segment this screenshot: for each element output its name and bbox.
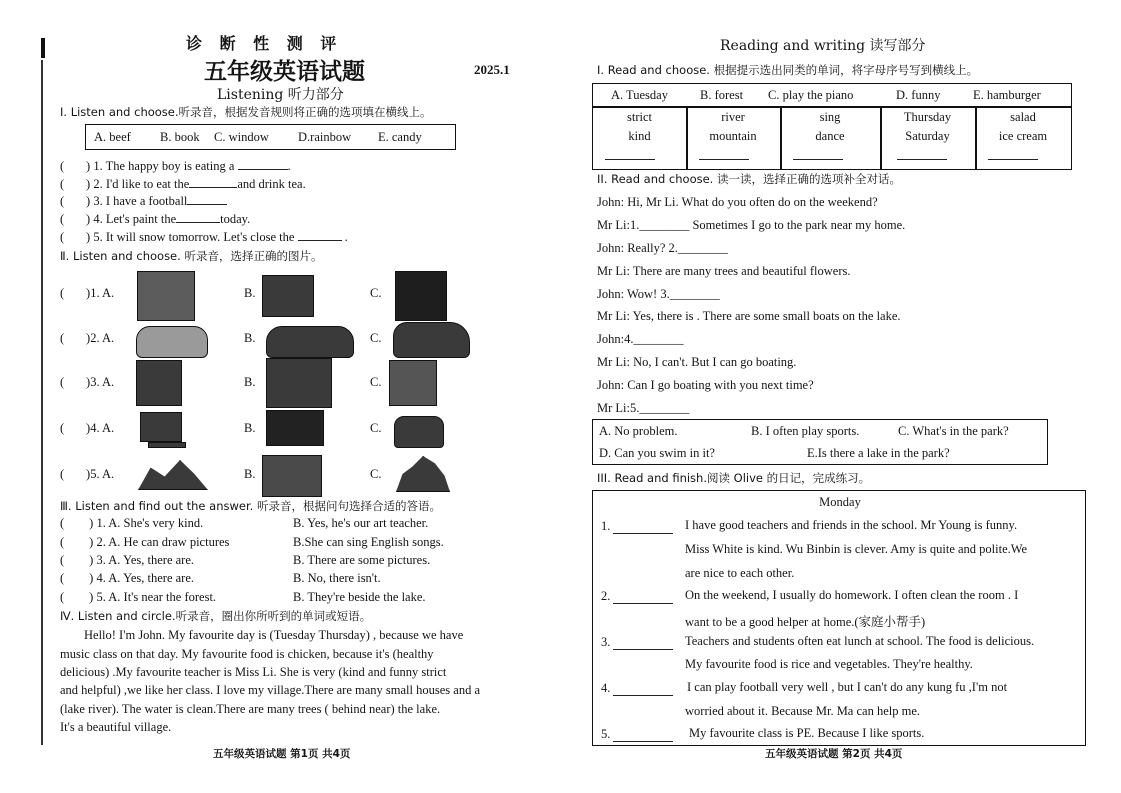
diary-title: Monday	[819, 495, 861, 509]
answer-line[interactable]	[988, 159, 1038, 160]
passage-line: and helpful) ,we like her class. I love my village.There are many small houses and a	[60, 683, 480, 697]
option-d: D. Can you swim in it?	[599, 446, 715, 460]
label-c: C.	[370, 467, 382, 481]
landscape-icon[interactable]	[262, 455, 322, 497]
dialog-line: Mr Li: Yes, there is . There are some small boats on the lake.	[597, 309, 901, 323]
entry-line: On the weekend, I usually do homework. I often clean the room . I	[685, 588, 1019, 602]
entry-number: 1.	[601, 519, 611, 533]
option-e: E.Is there a lake in the park?	[807, 446, 950, 460]
diary-box	[592, 490, 1086, 746]
label-b: B.	[244, 375, 256, 389]
rocky-hill-icon[interactable]	[396, 456, 450, 492]
row-number: ( )2. A.	[60, 331, 115, 345]
r-part2-instruction: II. Read and choose. 读一读，选择正确的选项补全对话。	[597, 172, 901, 186]
entry-line: Miss White is kind. Wu Binbin is clever. Amy is quite and polite.We	[685, 542, 1028, 556]
item-text: 2. I'd like to eat the	[93, 177, 190, 191]
entry-number: 2.	[601, 589, 611, 603]
list-item: ( ) 1. The happy boy is eating a .	[60, 159, 291, 173]
row-number: ( )3. A.	[60, 375, 115, 389]
label-c: C.	[370, 375, 382, 389]
passage-line: (lake river). The water is clean.There are many trees ( behind near) the lake.	[60, 702, 441, 716]
label-b: B.	[244, 331, 256, 345]
answer-line[interactable]	[699, 159, 749, 160]
list-item: ( ) 2. A. He can draw pictures	[60, 535, 230, 549]
part1-options-box	[85, 124, 456, 150]
passage-line: delicious) .My favourite teacher is Miss Li. She is very (kind and funny strict	[60, 665, 447, 679]
person-portrait-icon[interactable]	[136, 360, 182, 406]
dialog-line: Mr Li:5.________	[597, 401, 690, 415]
list-item: ( ) 4. A. Yes, there are.	[60, 571, 195, 585]
option-a: A. No problem.	[599, 424, 678, 438]
item-text-end: .	[344, 230, 348, 244]
list-item: ( ) 5. It will snow tomorrow. Let's close the .	[60, 230, 348, 244]
answer-blank[interactable]	[298, 230, 342, 241]
table-header: B. forest	[700, 88, 744, 102]
option-c: C. window	[214, 130, 269, 144]
item-text-end: .	[287, 159, 291, 173]
table-cell: river mountain	[709, 110, 757, 143]
answer-line[interactable]	[897, 159, 947, 160]
table-header: C. play the piano	[768, 88, 854, 102]
reading-section-title: Reading and writing 读写部分	[720, 38, 926, 54]
label-b: B.	[244, 286, 256, 300]
row-number: ( )5. A.	[60, 467, 115, 481]
vegetables-fish-icon[interactable]	[393, 322, 470, 358]
label-b: B.	[244, 467, 256, 481]
answer-line[interactable]	[613, 695, 673, 696]
answer-b: B.She can sing English songs.	[293, 535, 444, 549]
answer-blank[interactable]	[187, 194, 227, 205]
binding-mark	[41, 38, 45, 58]
part3-instruction: Ⅲ. Listen and find out the answer. 听录音，根据问句选择合适的答语。	[60, 499, 441, 513]
item-text-end: and drink tea.	[237, 177, 306, 191]
answer-line[interactable]	[613, 649, 673, 650]
list-item: ( ) 5. A. It's near the forest.	[60, 590, 217, 604]
table-cell: strict kind	[627, 110, 652, 143]
teacher-writing-icon[interactable]	[262, 275, 314, 317]
list-item: ( ) 2. I'd like to eat the and drink tea.	[60, 177, 306, 191]
entry-number: 4.	[601, 681, 611, 695]
child-icon[interactable]	[389, 360, 437, 406]
dialog-line: Mr Li:1.________ Sometimes I go to the park near my home.	[597, 218, 906, 232]
entry-line: want to be a good helper at home.(家庭小帮手)	[685, 615, 926, 629]
table-cell: sing dance	[815, 110, 845, 143]
page-footer-right: 五年级英语试题 第2页 共4页	[765, 748, 903, 760]
label-c: C.	[370, 286, 382, 300]
item-text: 3. I have a football	[93, 194, 188, 208]
passage-line: It's a beautiful village.	[60, 720, 172, 734]
passage-line: music class on that day. My favourite food is chicken, because it's (healthy	[60, 647, 434, 661]
dialog-line: John: Really? 2.________	[597, 241, 728, 255]
option-a: A. beef	[94, 130, 131, 144]
option-b: B. book	[160, 130, 200, 144]
turkey-bread-icon[interactable]	[266, 326, 354, 358]
table-header: A. Tuesday	[611, 88, 668, 102]
table-header: D. funny	[896, 88, 941, 102]
answer-b: B. They're beside the lake.	[293, 590, 426, 604]
row-number: ( )1. A.	[60, 286, 115, 300]
entry-line: Teachers and students often eat lunch at school. The food is delicious.	[685, 634, 1035, 648]
answer-b: B. No, there isn't.	[293, 571, 381, 585]
entry-line: worried about it. Because Mr. Ma can help me.	[685, 704, 920, 718]
dialog-line: John: Hi, Mr Li. What do you often do on the weekend?	[597, 195, 878, 209]
dialog-line: John:4.________	[597, 332, 684, 346]
table-header: E. hamburger	[973, 88, 1041, 102]
option-b: B. I often play sports.	[751, 424, 860, 438]
answer-line[interactable]	[793, 159, 843, 160]
label-c: C.	[370, 421, 382, 435]
entry-number: 5.	[601, 727, 611, 741]
entry-line: I can play football very well , but I can't do any kung fu ,I'm not	[687, 680, 1008, 694]
list-item: ( ) 3. I have a football	[60, 194, 227, 209]
part2-instruction: Ⅱ. Listen and choose. 听录音，选择正确的图片。	[60, 249, 323, 263]
answer-line[interactable]	[613, 603, 673, 604]
option-e: E. candy	[378, 130, 422, 144]
entry-line: I have good teachers and friends in the school. Mr Young is funny.	[685, 518, 1018, 532]
answer-b: B. Yes, he's our art teacher.	[293, 516, 429, 530]
list-item: ( ) 3. A. Yes, there are.	[60, 553, 195, 567]
computer-icon[interactable]	[140, 412, 182, 442]
computer-keyboard-icon	[148, 442, 186, 448]
rice-chicken-icon[interactable]	[136, 326, 208, 358]
binding-line	[41, 60, 43, 745]
page-footer-left: 五年级英语试题 第1页 共4页	[213, 748, 351, 760]
label-c: C.	[370, 331, 382, 345]
list-item: ( ) 4. Let's paint the today.	[60, 212, 251, 226]
answer-line[interactable]	[605, 159, 655, 160]
telephone-icon[interactable]	[394, 416, 444, 448]
entry-line: My favourite class is PE. Because I like sports.	[689, 726, 925, 740]
entry-line: are nice to each other.	[685, 566, 795, 580]
cake-slice-icon[interactable]	[395, 271, 447, 321]
listening-section-title: Listening 听力部分	[217, 87, 344, 103]
page-title: 五年级英语试题	[204, 58, 365, 85]
answer-line[interactable]	[613, 533, 673, 534]
row-number: ( )4. A.	[60, 421, 115, 435]
passage-line: Hello! I'm John. My favourite day is (Tuesday Thursday) , because we have	[84, 628, 464, 642]
entry-number: 3.	[601, 635, 611, 649]
option-d: D.rainbow	[298, 130, 352, 144]
person-eating-icon[interactable]	[137, 271, 195, 321]
answer-blank[interactable]	[176, 212, 220, 223]
item-text: 5. It will snow tomorrow. Let's close the	[93, 230, 295, 244]
mountains-icon[interactable]	[138, 460, 208, 490]
answer-b: B. There are some pictures.	[293, 553, 431, 567]
option-c: C. What's in the park?	[898, 424, 1009, 438]
item-text-end: today.	[220, 212, 251, 226]
list-item: ( ) 1. A. She's very kind.	[60, 516, 204, 530]
monitor-icon[interactable]	[266, 410, 324, 446]
word-category-table	[592, 83, 1072, 170]
r-part1-instruction: I. Read and choose. 根据提示选出同类的单词，将字母序号写到横线上。	[597, 63, 979, 77]
exam-date: 2025.1	[474, 62, 510, 77]
dialog-line: Mr Li: No, I can't. But I can go boating.	[597, 355, 797, 369]
item-text: 1. The happy boy is eating a	[93, 159, 235, 173]
part4-instruction: Ⅳ. Listen and circle.听录音，圈出你所听到的单词或短语。	[60, 609, 372, 623]
answer-blank[interactable]	[189, 177, 237, 188]
dialog-line: John: Can I go boating with you next time?	[597, 378, 814, 392]
dialog-line: Mr Li: There are many trees and beautiful flowers.	[597, 264, 851, 278]
table-cell: Thursday Saturday	[903, 110, 952, 143]
answer-line[interactable]	[613, 741, 673, 742]
dialog-line: John: Wow! 3.________	[597, 287, 720, 301]
part1-instruction: Ⅰ. Listen and choose.听录音，根据发音规则将正确的选项填在横线上。	[60, 105, 432, 119]
table-cell: salad ice cream	[998, 110, 1048, 143]
label-b: B.	[244, 421, 256, 435]
group-people-icon[interactable]	[266, 358, 332, 408]
dialog-options-box	[592, 419, 1048, 465]
item-text: 4. Let's paint the	[93, 212, 177, 226]
answer-blank[interactable]	[238, 159, 288, 170]
entry-line: My favourite food is rice and vegetables. They're healthy.	[685, 657, 973, 671]
exam-header: 诊 断 性 测 评	[186, 34, 343, 53]
r-part3-instruction: III. Read and finish.阅读 Olive 的日记，完成练习。	[597, 471, 871, 485]
